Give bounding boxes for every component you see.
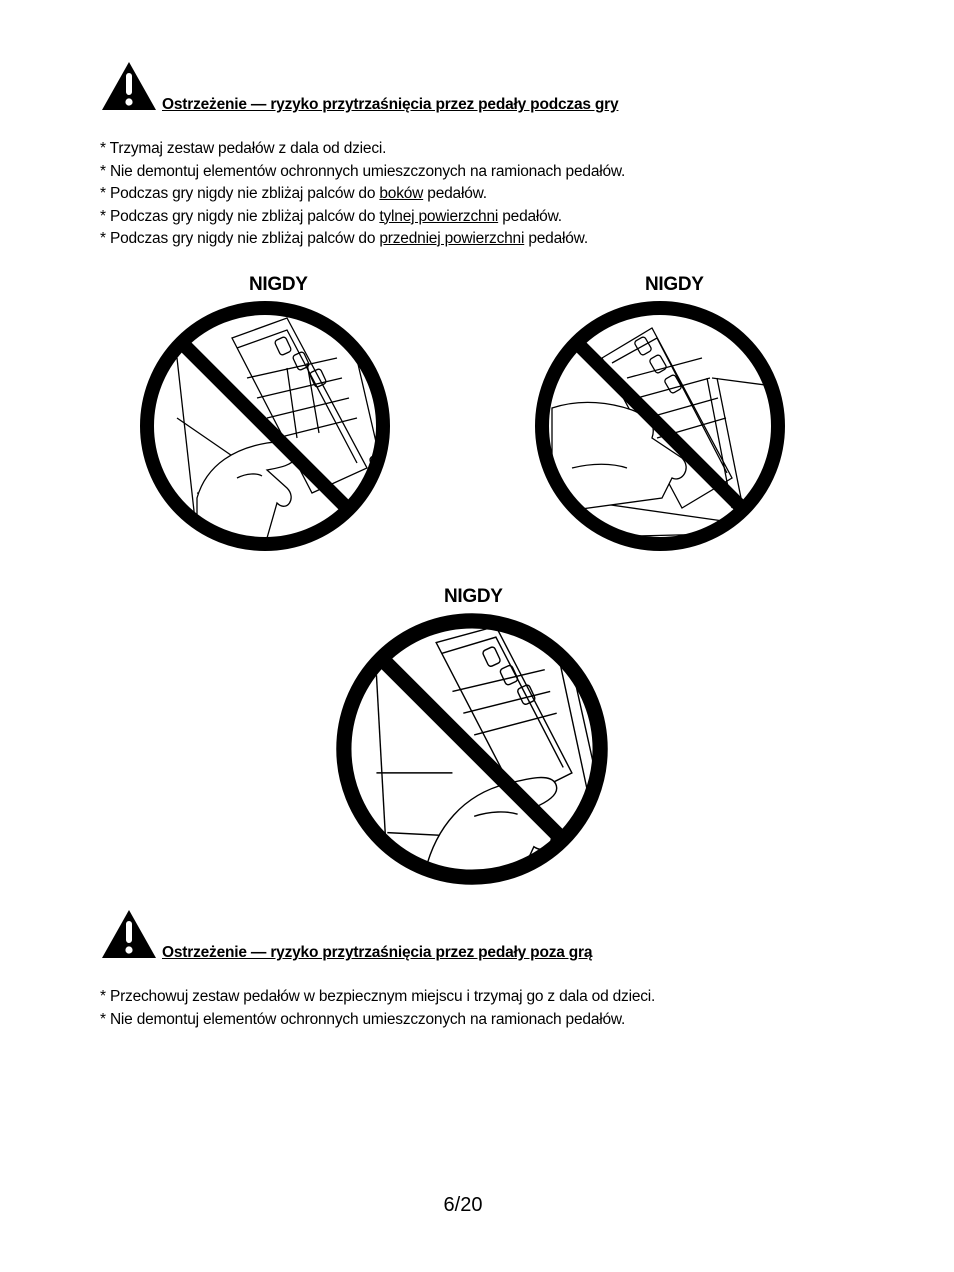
list-item: * Podczas gry nigdy nie zbliżaj palców do tylnej powierzchni pedałów. [100,207,562,225]
warning-triangle-icon [100,60,158,112]
warning-title: Ostrzeżenie — ryzyko przytrzaśnięcia przez pedały podczas gry [162,96,619,113]
prohibited-fingers-side-illustration [137,298,393,554]
never-label-left: NIGDY [249,274,308,295]
list-item: * Nie demontuj elementów ochronnych umieszczonych na ramionach pedałów. [100,1010,626,1028]
prohibited-fingers-back-illustration [532,298,788,554]
warning-title: Ostrzeżenie — ryzyko przytrzaśnięcia przez pedały poza grą [162,944,593,961]
never-label-right: NIGDY [645,274,704,295]
list-item: * Trzymaj zestaw pedałów z dala od dzieci. [100,140,387,157]
warning-list-during-play [100,138,625,251]
warning-triangle-icon [100,908,158,960]
warning-header-outside-play [100,908,800,968]
list-item: * Podczas gry nigdy nie zbliżaj palców do boków pedałów. [100,185,487,202]
warning-list-outside-play [100,986,655,1031]
list-item: * Nie demontuj elementów ochronnych umieszczonych na ramionach pedałów. [100,162,626,180]
never-label-bottom: NIGDY [444,586,503,607]
page-number: 6/20 [443,1194,483,1216]
list-item: * Przechowuj zestaw pedałów w bezpiecznym miejscu i trzymaj go z dala od dzieci. [100,988,656,1005]
prohibited-fingers-front-illustration [333,610,611,888]
list-item: * Podczas gry nigdy nie zbliżaj palców do przedniej powierzchni pedałów. [100,230,588,247]
warning-header-during-play [100,60,800,120]
